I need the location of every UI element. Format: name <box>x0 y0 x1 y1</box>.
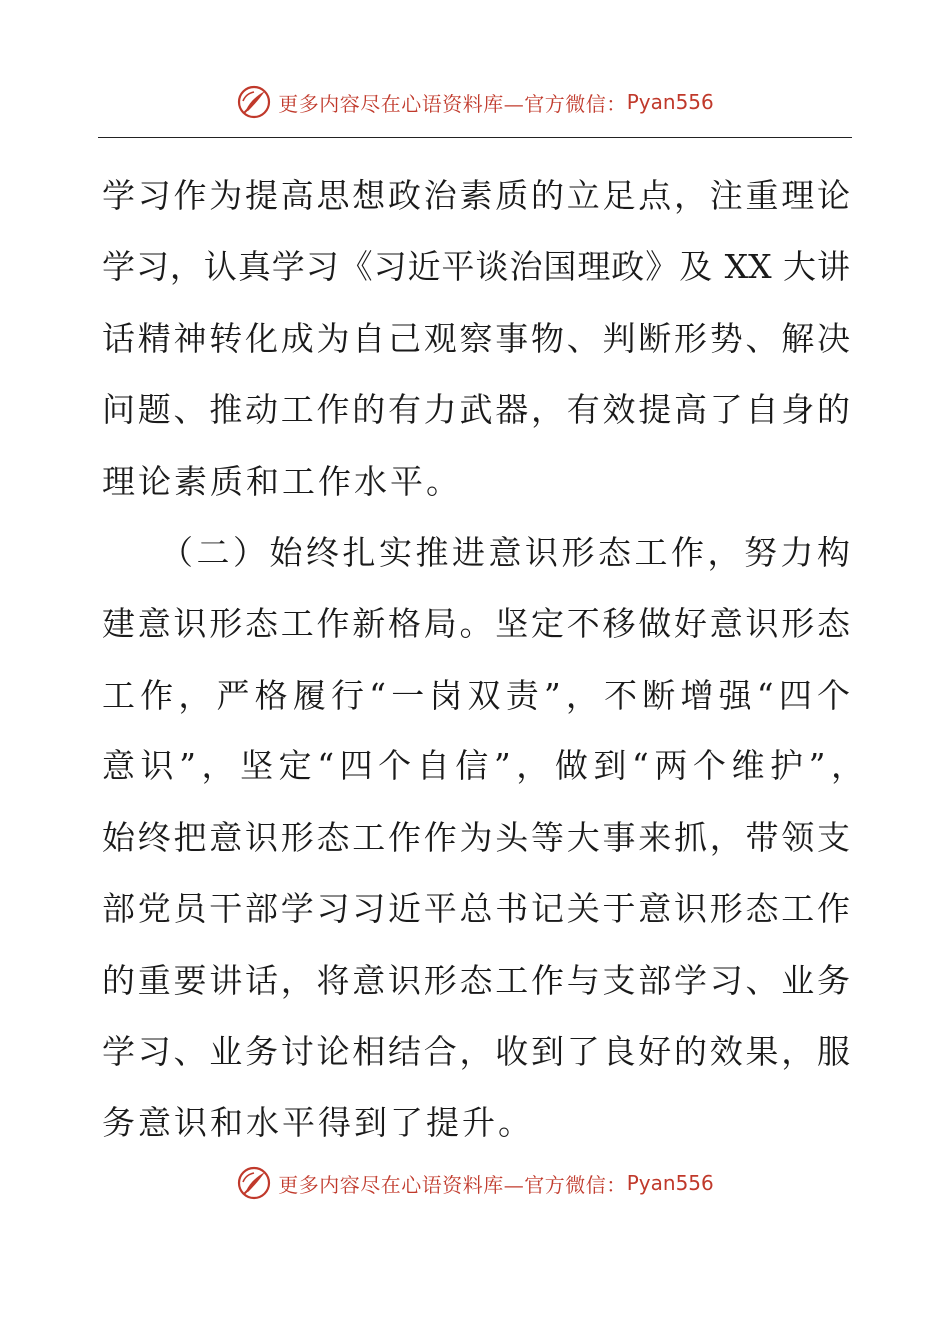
quill-logo-icon <box>236 84 272 120</box>
text-line: 学习作为提高思想政治素质的立足点，注重理论 <box>102 176 850 215</box>
header-banner-text: 更多内容尽在心语资料库—官方微信： <box>278 91 627 116</box>
text-line: 始终把意识形态工作作为头等大事来抓，带领支 <box>102 818 850 857</box>
footer-banner <box>0 1163 950 1203</box>
text-line: 学习、业务讨论相结合，收到了良好的效果，服 <box>102 1032 850 1071</box>
text-line: 意识”，坚定“四个自信”，做到“两个维护”， <box>102 746 864 785</box>
text-line: （二）始终扎实推进意识形态工作，努力构 <box>160 533 850 572</box>
text-line: 务意识和水平得到了提升。 <box>102 1103 534 1142</box>
footer-wechat-id: Pyan556 <box>626 1171 714 1195</box>
text-line: 问题、推动工作的有力武器，有效提高了自身的 <box>102 390 850 429</box>
header-wechat-id: Pyan556 <box>626 90 714 114</box>
text-line: 工作，严格履行“一岗双责”，不断增强“四个 <box>102 676 850 715</box>
footer-banner-text: 更多内容尽在心语资料库—官方微信： <box>278 1172 627 1197</box>
text-line: 部党员干部学习习近平总书记关于意识形态工作 <box>102 889 850 928</box>
text-line: 话精神转化成为自己观察事物、判断形势、解决 <box>102 319 850 358</box>
header-banner <box>0 82 950 122</box>
text-line: 理论素质和工作水平。 <box>102 462 462 501</box>
quill-logo-icon <box>236 1165 272 1201</box>
text-line: 的重要讲话，将意识形态工作与支部学习、业务 <box>102 961 850 1000</box>
text-line: 学习，认真学习《习近平谈治国理政》及 XX 大讲 <box>102 247 850 286</box>
text-line: 建意识形态工作新格局。坚定不移做好意识形态 <box>102 604 850 643</box>
header-divider <box>98 137 852 138</box>
